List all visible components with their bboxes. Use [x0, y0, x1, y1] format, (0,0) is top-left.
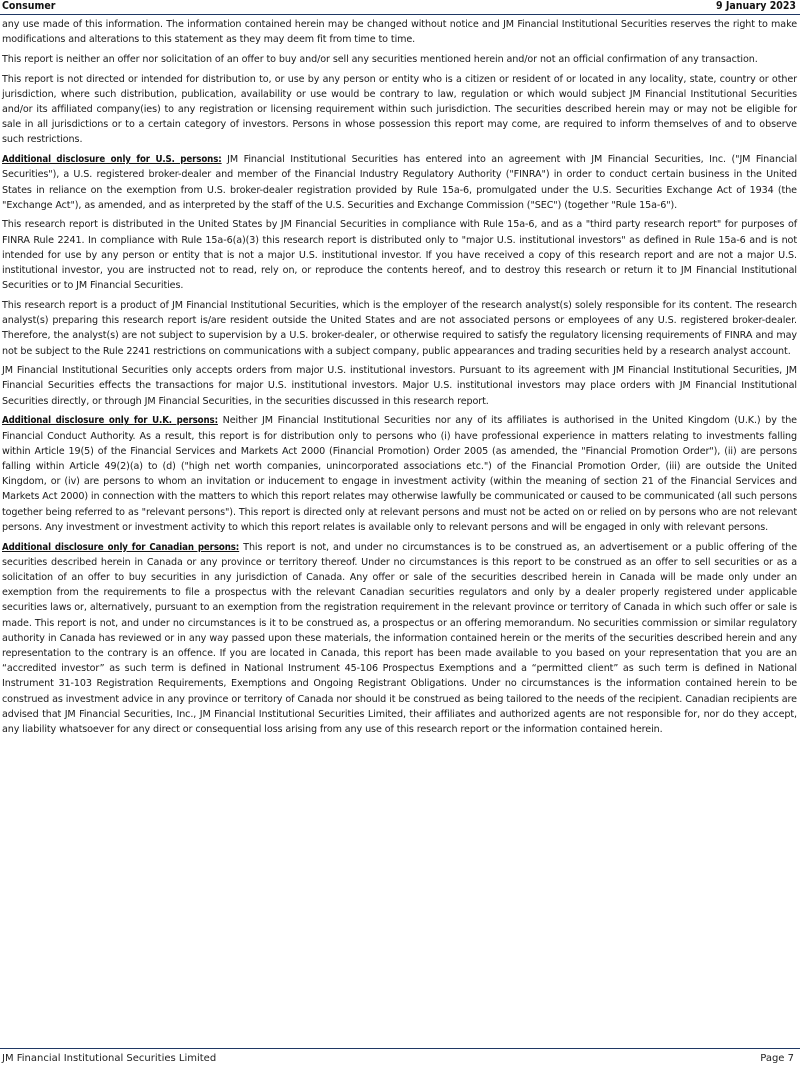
- paragraph-analyst-disclosure: [2, 298, 797, 359]
- paragraph-info-changes: [2, 17, 797, 47]
- paragraph-text: This report is not directed or intended for distribution to, or use by any person or entity who is a citizen or resident of or located in any locality, state, country or other jurisdiction, where such distribution, publication, availability or use would be contrary to law, regulation or which would subject JM Financial Institutional Securities and/or its affiliated company(ies) to any registration or licensing requirement within such jurisdiction. The securities described herein may or may not be eligible for sale in all jurisdictions or to a certain category of investors. Persons in whose possession this report may come, are required to inform themselves of and to observe such restrictions.: [2, 73, 797, 146]
- footer-company-name: JM Financial Institutional Securities Limited: [2, 1053, 217, 1064]
- page-header: [0, 0, 800, 15]
- paragraph-text: This report is neither an offer nor solicitation of an offer to buy and/or sell any securities mentioned herein and/or not an official confirmation of any transaction.: [2, 53, 758, 65]
- paragraph-us-distribution: [2, 217, 797, 293]
- paragraph-not-offer: [2, 52, 797, 67]
- paragraph-text: JM Financial Institutional Securities only accepts orders from major U.S. institutional investors. Pursuant to its agreement with JM Financial Institutional Securities, JM Financial Securities effects the transactions for major U.S. institutional investors. Major U.S. institutional investors may place orders with JM Financial Institutional Securities directly, or through JM Financial Securities, in the securities discussed in this research report.: [2, 365, 797, 407]
- paragraph-canada-disclosure: [2, 540, 797, 738]
- page-footer: [0, 1048, 800, 1068]
- paragraph-us-disclosure: [2, 152, 797, 213]
- paragraph-text: any use made of this information. The information contained herein may be changed without notice and JM Financial Institutional Securities reserves the right to make modifications and alterations to this statement as they may deem fit from time to time.: [2, 19, 797, 46]
- paragraph-text: This research report is distributed in the United States by JM Financial Securities in compliance with Rule 15a-6, and as a "third party research report" for purposes of FINRA Rule 2241. In compliance with Rule 15a-6(a)(3) this research report is distributed only to "major U.S. institutional investors" as defined in Rule 15a-6 and is not intended for use by any person or entity that is not a major U.S. institutional investor. If you have received a copy of this research report and are not a major U.S. institutional investor, you are instructed not to read, rely on, or reproduce the contents hereof, and to destroy this research or return it to JM Financial Institutional Securities or to JM Financial Securities.: [2, 219, 797, 292]
- paragraph-text: JM Financial Institutional Securities has entered into an agreement with JM Financial Securities, Inc. ("JM Financial Securities"), a U.S. registered broker-dealer and member of the Financial Industry Regulatory Authority ("FINRA") in order to conduct certain business in the United States in reliance on the exemption from U.S. broker-dealer registration provided by Rule 15a-6, promulgated under the U.S. Securities Exchange Act of 1934 (the "Exchange Act"), as amended, and as interpreted by the staff of the U.S. Securities and Exchange Commission ("SEC") (together "Rule 15a-6").: [2, 154, 798, 211]
- header-section-title: Consumer: [2, 0, 56, 12]
- paragraph-text: Neither JM Financial Institutional Securities nor any of its affiliates is authorised in the United Kingdom (U.K.) by the Financial Conduct Authority. As a result, this report is for distribution only to persons who (i) have professional experience in matters relating to investments falling within Article 19(5) of the Financial Services and Markets Act 2000 (Financial Promotion) Order 2005 (as amended, the "Financial Promotion Order"), (ii) are persons falling within Article 49(2)(a) to (d) ("high net worth companies, unincorporated associations etc.") of the Financial Promotion Order, (iii) are outside the United Kingdom, or (iv) are persons to whom an invitation or inducement to engage in investment activity (within the meaning of section 21 of the Financial Services and Markets Act 2000) in connection with the matters to which this report relates may otherwise lawfully be communicated or caused to be communicated (all such persons together being referred to as "relevant persons"). This report is directed only at relevant persons and must not be acted on or relied on by persons who are not relevant persons. Any investment or investment activity to which this report relates is available only to relevant persons and will be engaged in only with relevant persons.: [2, 415, 797, 533]
- paragraph-uk-disclosure: [2, 413, 797, 535]
- paragraph-text: This report is not, and under no circumstances is to be construed as, an advertisement or a public offering of the securities described herein in Canada or any province or territory thereof. Under no circumstances is this report to be construed as an offer to sell securities or as a solicitation of an offer to buy securities in any jurisdiction of Canada. Any offer or sale of the securities described herein in Canada will be made only under an exemption from the requirements to file a prospectus with the relevant Canadian securities regulators and only by a dealer properly registered under applicable securities laws or, alternatively, pursuant to an exemption from the registration requirement in the relevant province or territory of Canada in which such offer or sale is made. This report is not, and under no circumstances is it to be construed as, a prospectus or an offering memorandum. No securities commission or similar regulatory authority in Canada has reviewed or in any way passed upon these materials, the information contained herein or the merits of the securities described herein and any representation to the contrary is an offence. If you are located in Canada, this report has been made available to you based on your representation that you are an “accredited investor” as such term is defined in National Instrument 45-106 Prospectus Exemptions and a “permitted client” as such term is defined in National Instrument 31-103 Registration Requirements, Exemptions and Ongoing Registrant Obligations. Under no circumstances is the information contained herein to be construed as investment advice in any province or territory of Canada nor should it be construed as being tailored to the needs of the recipient. Canadian recipients are advised that JM Financial Securities, Inc., JM Financial Institutional Securities Limited, their affiliates and authorized agents are not responsible for, nor do they accept, any liability whatsoever for any direct or consequential loss arising from any use of this research report or the information contained herein.: [2, 541, 798, 735]
- canada-disclosure-heading: Additional disclosure only for Canadian persons:: [2, 541, 240, 553]
- us-disclosure-heading: Additional disclosure only for U.S. persons:: [2, 154, 222, 166]
- header-date: 9 January 2023: [716, 0, 796, 12]
- footer-page-number: Page 7: [760, 1053, 794, 1064]
- paragraph-us-orders: [2, 363, 797, 409]
- disclosure-body: [2, 17, 797, 742]
- paragraph-text: This research report is a product of JM Financial Institutional Securities, which is the employer of the research analyst(s) solely responsible for its content. The research analyst(s) preparing this research report is/are resident outside the United States and are not associated persons or employees of any U.S. registered broker-dealer. Therefore, the analyst(s) are not subject to supervision by a U.S. broker-dealer, or otherwise required to satisfy the regulatory licensing requirements of FINRA and may not be subject to the Rule 2241 restrictions on communications with a subject company, public appearances and trading securities held by a research analyst account.: [2, 299, 797, 357]
- uk-disclosure-heading: Additional disclosure only for U.K. persons:: [2, 415, 218, 427]
- paragraph-distribution-restrictions: [2, 72, 797, 148]
